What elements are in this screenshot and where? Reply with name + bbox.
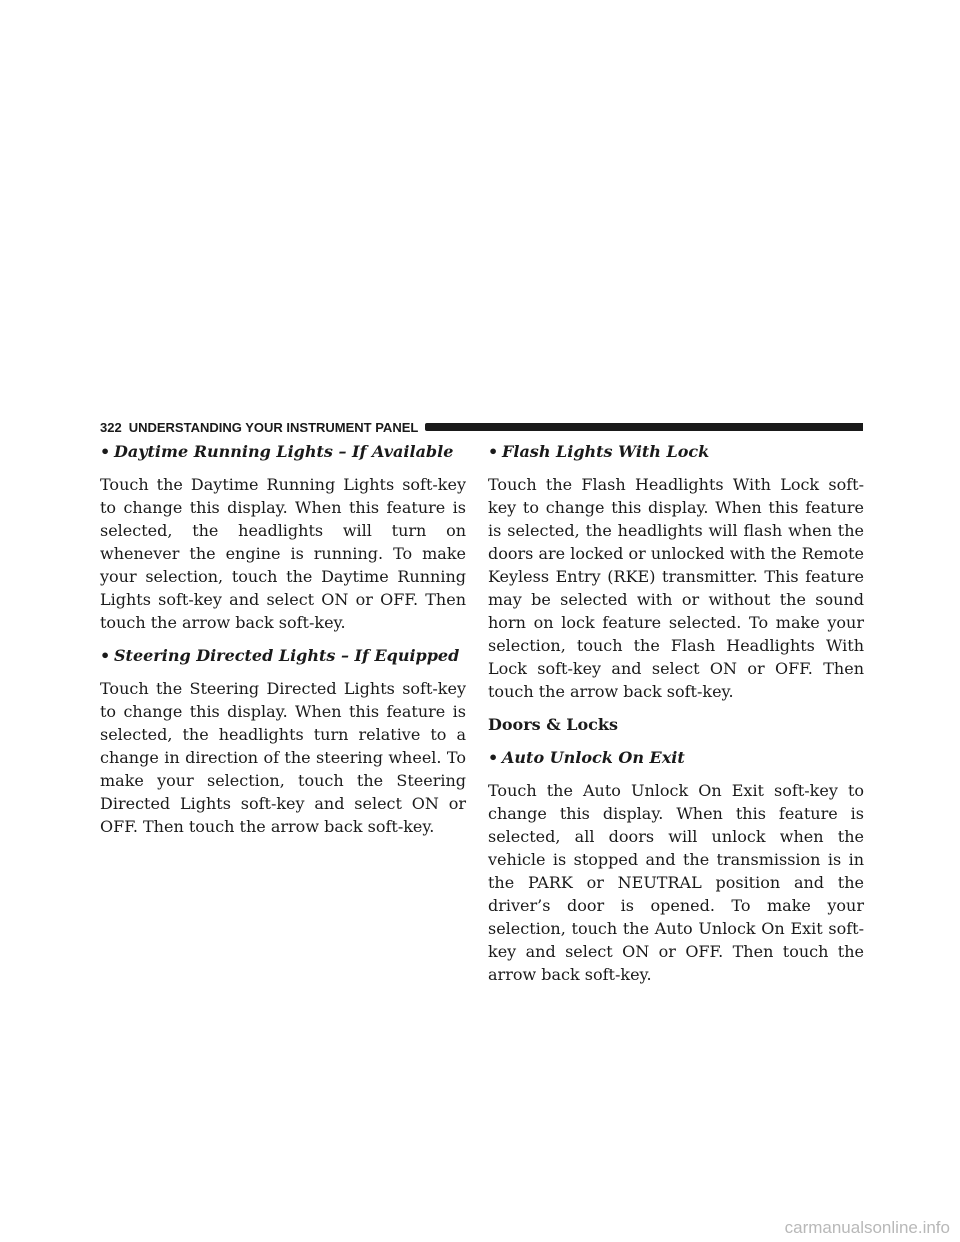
paragraph-steering-directed-lights: Touch the Steering Directed Lights soft-key to change this display. When this feature is selected, the headlights turn relative to a change in direction of the steering wheel. To make your selection, touch the Steering Directed Lights soft-key and select ON or OFF. Then touch the arrow back soft-key. [100, 679, 466, 836]
watermark: carmanualsonline.info [784, 1218, 950, 1237]
bullet-auto-unlock-on-exit [488, 746, 864, 769]
left-column [100, 440, 466, 848]
bullet-title: Daytime Running Lights – If Available [114, 442, 454, 461]
section-title: UNDERSTANDING YOUR INSTRUMENT PANEL [128, 419, 419, 435]
bullet-daytime-running-lights [100, 440, 466, 463]
paragraph-flash-lights-with-lock: Touch the Flash Headlights With Lock soft-key to change this display. When this feature is selected, the headlights will flash when the doors are locked or unlocked with the Remote Keyless Entry (RKE) transmitter. This feature may be selected with or without the sound horn on lock feature selected. To make your selection, touch the Flash Headlights With Lock soft-key and select ON or OFF. Then touch the arrow back soft-key. [488, 475, 864, 701]
bullet-dot: • [488, 442, 499, 461]
bullet-dot: • [100, 646, 111, 665]
paragraph-daytime-running-lights: Touch the Daytime Running Lights soft-key to change this display. When this feature is selected, the headlights will turn on whenever the engine is running. To make your selection, touch the Daytime Running Lights soft-key and select ON or OFF. Then touch the arrow back soft-key. [100, 475, 466, 632]
right-column [488, 440, 864, 996]
bullet-dot: • [100, 442, 111, 461]
page-header [100, 419, 863, 435]
bullet-title: Auto Unlock On Exit [502, 748, 685, 767]
bullet-flash-lights-with-lock [488, 440, 864, 463]
paragraph-auto-unlock-on-exit: Touch the Auto Unlock On Exit soft-key to change this display. When this feature is selected, all doors will unlock when the vehicle is stopped and the transmission is in the PARK or NEUTRAL position and the driver’s door is opened. To make your selection, touch the Auto Unlock On Exit soft-key and select ON or OFF. Then touch the arrow back soft-key. [488, 781, 864, 984]
subheading-doors-locks: Doors & Locks [488, 715, 618, 734]
bullet-steering-directed-lights [100, 644, 466, 667]
page-number: 322 [100, 419, 122, 435]
bullet-title: Flash Lights With Lock [502, 442, 710, 461]
header-rule [425, 423, 863, 431]
bullet-dot: • [488, 748, 499, 767]
bullet-title: Steering Directed Lights – If Equipped [114, 646, 460, 665]
